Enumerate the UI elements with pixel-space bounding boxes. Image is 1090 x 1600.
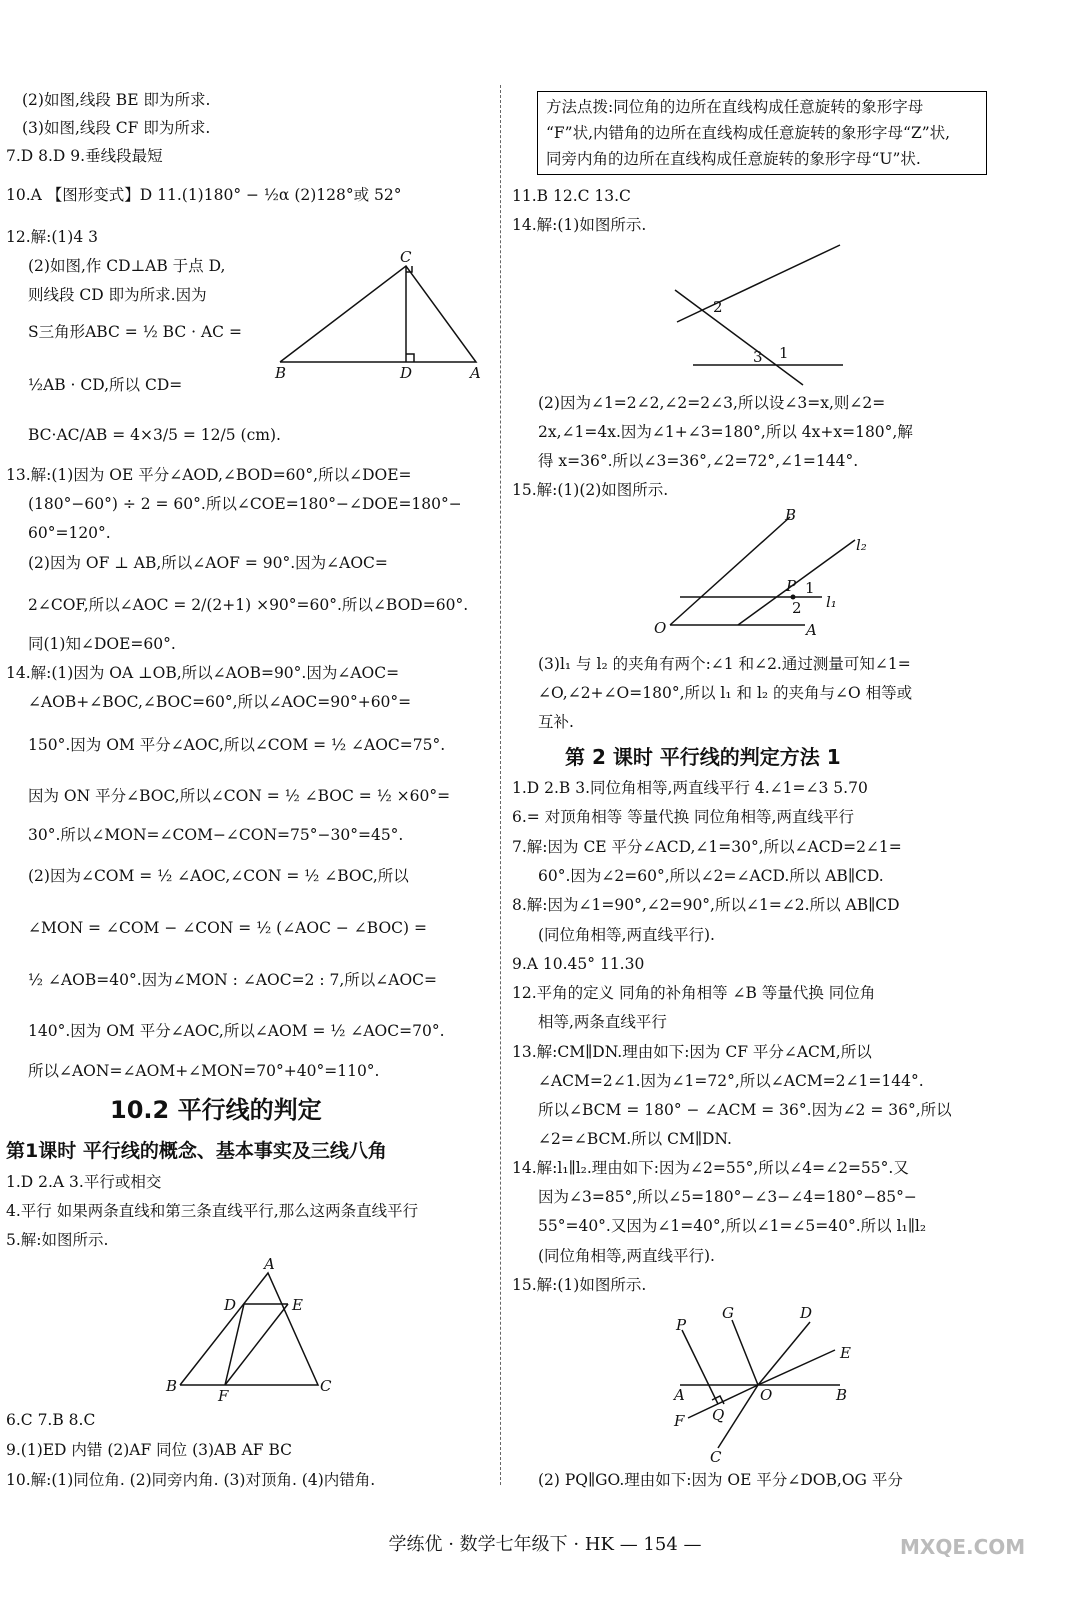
point-label: O [760,1386,773,1404]
text-line: 10.解:(1)同位角. (2)同旁内角. (3)对顶角. (4)内错角. [6,1471,376,1489]
lesson-title: 第 2 课时 平行线的判定方法 1 [565,745,841,769]
text-line: 10.A 【图形变式】D 11.(1)180° − ½α (2)128°或 52° [6,186,402,204]
text-line: 1.D 2.B 3.同位角相等,两直线平行 4.∠1=∠3 5.70 [512,779,868,797]
text-line: 4.平行 如果两条直线和第三条直线平行,那么这两条直线平行 [6,1202,419,1220]
figure-r15-bisectors [670,1300,860,1465]
line [675,290,803,385]
text-line: 因为 ON 平分∠BOC,所以∠CON = ½ ∠BOC = ½ ×60°= [28,787,451,805]
lesson-title: 第1课时 平行线的概念、基本事实及三线八角 [6,1140,387,1162]
right-angle-mark [406,354,414,362]
text-line: 互补. [538,713,574,731]
point-label: A [806,621,817,639]
text-line: 14.解:(1)因为 OA ⊥OB,所以∠AOB=90°.因为∠AOC= [6,664,400,682]
ray-oe [758,1350,835,1385]
ray-od [758,1322,810,1385]
text-line: 12.解:(1)4 3 [6,228,98,246]
text-line: ∠O,∠2+∠O=180°,所以 l₁ 和 l₂ 的夹角与∠O 相等或 [538,684,913,702]
text-line: ∠ACM=2∠1.因为∠1=72°,所以∠ACM=2∠1=144°. [538,1072,924,1090]
point-label: D [800,1304,813,1322]
point-label: B [275,364,287,382]
text-line: 14.解:l₁∥l₂.理由如下:因为∠2=55°,所以∠4=∠2=55°.又 [512,1159,909,1177]
point-label: B [836,1386,848,1404]
figure-q12-triangle [270,250,490,385]
text-line: 9.(1)ED 内错 (2)AF 同位 (3)AB AF BC [6,1441,292,1459]
angle-label: 2 [713,298,723,316]
tip-line: 同旁内角的边所在直线构成任意旋转的象形字母“U”状. [546,150,921,168]
point-label: C [710,1448,722,1466]
text-line: (180°−60°) ÷ 2 = 60°.所以∠COE=180°−∠DOE=180°− [28,495,462,513]
text-line: 同(1)知∠DOE=60°. [28,635,176,653]
ray-og [732,1320,758,1385]
figure-q5-triangle [160,1255,340,1405]
text-line: 11.B 12.C 13.C [512,187,631,205]
page-footer: 学练优 · 数学七年级下 · HK — 154 — [388,1534,702,1555]
text-line: 6.= 对顶角相等 等量代换 同位角相等,两直线平行 [512,808,854,826]
point-label: B [785,506,797,524]
point-label: P [786,577,797,595]
tip-line: 方法点拨:同位角的边所在直线构成任意旋转的象形字母 [546,98,924,116]
text-line: 30°.所以∠MON=∠COM−∠CON=75°−30°=45°. [28,826,404,844]
text-line: 8.解:因为∠1=90°,∠2=90°,所以∠1=∠2.所以 AB∥CD [512,896,900,914]
text-line: (2)因为 OF ⊥ AB,所以∠AOF = 90°.因为∠AOC= [28,554,388,572]
triangle-abc [180,1273,318,1385]
text-line: 1.D 2.A 3.平行或相交 [6,1173,162,1191]
text-line: ½AB · CD,所以 CD= [28,376,183,394]
text-line: 因为∠3=85°,所以∠5=180°−∠3−∠4=180°−85°− [538,1188,917,1206]
angle-label: 2 [792,599,802,617]
text-line: S三角形ABC = ½ BC · AC = [28,323,242,341]
text-line: ½ ∠AOB=40°.因为∠MON : ∠AOC=2 : 7,所以∠AOC= [28,971,438,989]
text-line: 13.解:CM∥DN.理由如下:因为 CF 平分∠ACM,所以 [512,1043,872,1061]
text-line: 5.解:如图所示. [6,1231,109,1249]
point-label: O [654,619,667,637]
point-label: E [840,1344,851,1362]
text-line: 所以∠AON=∠AOM+∠MON=70°+40°=110°. [28,1062,380,1080]
text-line: 所以∠BCM = 180° − ∠ACM = 36°.因为∠2 = 36°,所以 [538,1101,952,1119]
point-label: A [674,1386,685,1404]
point-label: E [292,1296,303,1314]
text-line: 6.C 7.B 8.C [6,1411,96,1429]
text-line: 55°=40°.又因为∠1=40°,所以∠1=∠5=40°.所以 l₁∥l₂ [538,1217,927,1235]
text-line: (同位角相等,两直线平行). [538,1247,715,1265]
point-label: P [676,1316,687,1334]
text-line: 2∠COF,所以∠AOC = 2/(2+1) ×90°=60°.所以∠BOD=60°. [28,596,469,614]
figure-r14-angles [665,240,855,390]
angle-label: 1 [805,579,815,597]
text-line: ∠2=∠BCM.所以 CM∥DN. [538,1130,732,1148]
point-label: C [400,248,412,266]
angle-label: 1 [779,344,789,362]
text-line: 60°.因为∠2=60°,所以∠2=∠ACD.所以 AB∥CD. [538,867,884,885]
text-line: (2)因为∠1=2∠2,∠2=2∠3,所以设∠3=x,则∠2= [538,394,886,412]
point-label: Q [712,1406,725,1424]
text-line: 7.D 8.D 9.垂线段最短 [6,147,163,165]
point-label: D [400,364,413,382]
text-line: 140°.因为 OM 平分∠AOC,所以∠AOM = ½ ∠AOC=70°. [28,1022,445,1040]
text-line: BC·AC/AB = 4×3/5 = 12/5 (cm). [28,426,281,444]
text-line: ∠AOB+∠BOC,∠BOC=60°,所以∠AOC=90°+60°= [28,693,412,711]
text-line: 13.解:(1)因为 OE 平分∠AOD,∠BOD=60°,所以∠DOE= [6,466,412,484]
text-line: (2)因为∠COM = ½ ∠AOC,∠CON = ½ ∠BOC,所以 [28,867,409,885]
point-label: A [470,364,481,382]
text-line: (2)如图,作 CD⊥AB 于点 D, [28,257,226,275]
point-label: C [320,1377,332,1395]
segment-pq [682,1330,718,1404]
text-line: 2x,∠1=4x.因为∠1+∠3=180°,所以 4x+x=180°,解 [538,423,913,441]
column-divider [500,85,501,1485]
text-line: 150°.因为 OM 平分∠AOC,所以∠COM = ½ ∠AOC=75°. [28,736,446,754]
text-line: 7.解:因为 CE 平分∠ACD,∠1=30°,所以∠ACD=2∠1= [512,838,902,856]
text-line: (3)l₁ 与 l₂ 的夹角有两个:∠1 和∠2.通过测量可知∠1= [538,655,911,673]
line-label: l₁ [826,593,837,611]
text-line: (同位角相等,两直线平行). [538,926,715,944]
text-line: (2)如图,线段 BE 即为所求. [22,91,211,109]
method-tip-box [537,91,987,175]
text-line: 15.解:(1)(2)如图所示. [512,481,669,499]
triangle-abc [280,266,476,362]
point-label: G [722,1304,734,1322]
text-line: 9.A 10.45° 11.30 [512,955,645,973]
line-label: l₂ [856,536,867,554]
point-label: D [224,1296,237,1314]
text-line: 则线段 CD 即为所求.因为 [28,286,207,304]
text-line: (2) PQ∥GO.理由如下:因为 OE 平分∠DOB,OG 平分 [538,1471,903,1489]
text-line: 12.平角的定义 同角的补角相等 ∠B 等量代换 同位角 [512,984,876,1002]
text-line: 14.解:(1)如图所示. [512,216,647,234]
figure-r15-parallels [650,505,867,640]
point-label: B [166,1377,178,1395]
text-line: 得 x=36°.所以∠3=36°,∠2=72°,∠1=144°. [538,452,859,470]
text-line: 15.解:(1)如图所示. [512,1276,647,1294]
section-title: 10.2 平行线的判定 [110,1096,322,1124]
ray-ob [670,517,790,625]
angle-label: 3 [753,348,763,366]
point-label: F [674,1412,685,1430]
tip-line: “F”状,内错角的边所在直线构成任意旋转的象形字母“Z”状, [546,124,951,142]
text-line: (3)如图,线段 CF 即为所求. [22,119,211,137]
text-line: 60°=120°. [28,524,111,542]
point-label: F [218,1387,229,1405]
text-line: 相等,两条直线平行 [538,1013,667,1031]
point-label: A [264,1255,275,1273]
text-line: ∠MON = ∠COM − ∠CON = ½ (∠AOC − ∠BOC) = [28,919,427,937]
watermark-logo: MXQE.COM [900,1535,1026,1559]
